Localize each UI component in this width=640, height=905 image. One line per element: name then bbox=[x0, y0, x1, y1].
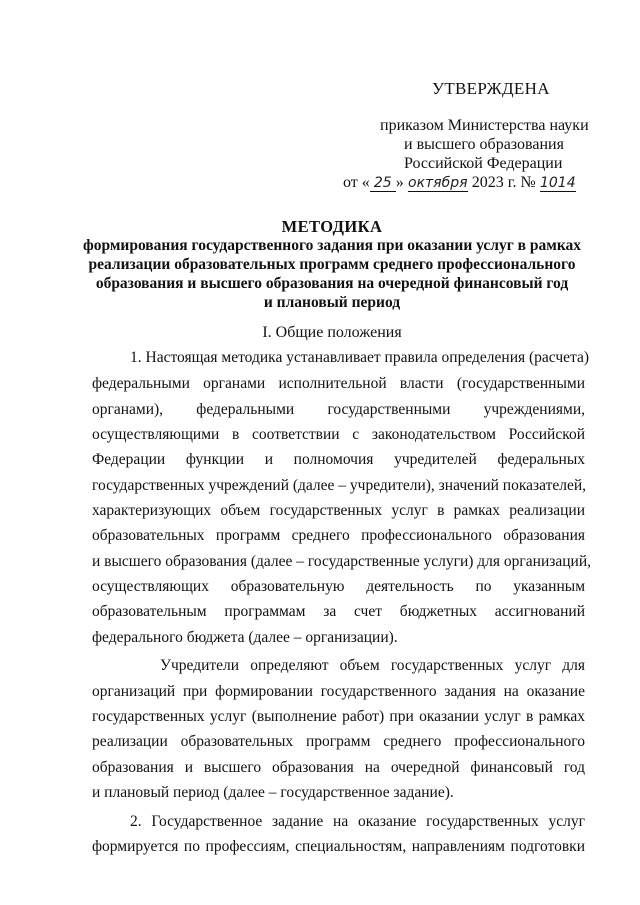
body-line: осуществляющих образовательную деятельность по указанным bbox=[92, 578, 585, 595]
body-line: характеризующих объем государственных услуг в рамках реализации bbox=[92, 502, 585, 519]
approved-title: УТВЕРЖДЕНА bbox=[432, 79, 550, 98]
approval-line-3: Российской Федерации bbox=[404, 155, 563, 172]
approval-line-2: и высшего образования bbox=[404, 136, 564, 153]
body-line: и плановый период (далее – государственное задание). bbox=[92, 784, 454, 801]
body-line: Учредители определяют объем государственных услуг для bbox=[160, 657, 585, 674]
title-line-1: формирования государственного задания при оказании услуг в рамках bbox=[82, 237, 582, 254]
order-number: 1014 bbox=[539, 175, 576, 191]
title-line-3: образования и высшего образования на очередной финансовый год bbox=[95, 275, 569, 292]
title-line-4: и плановый период bbox=[263, 294, 401, 311]
body-line: федеральными органами исполнительной власти (государственными bbox=[92, 375, 585, 392]
body-line: федерального бюджета (далее – организации). bbox=[92, 629, 398, 646]
body-line: 1. Настоящая методика устанавливает правила определения (расчета) bbox=[130, 349, 590, 366]
date-mid: » bbox=[395, 174, 404, 191]
body-line: 2. Государственное задание на оказание государственных услуг bbox=[130, 813, 585, 830]
date-prefix: от « bbox=[343, 174, 370, 191]
date-month: октября bbox=[408, 175, 468, 191]
body-line: образовательных программ среднего профессионального образования bbox=[92, 527, 585, 544]
date-day: 25 bbox=[370, 175, 396, 192]
section-heading: I. Общие положения bbox=[262, 324, 402, 341]
title-line-2: реализации образовательных программ среднего профессионального bbox=[88, 256, 576, 273]
body-line: Федерации функции и полномочия учредителей федеральных bbox=[92, 451, 585, 468]
approval-date-line bbox=[343, 174, 576, 192]
approval-line-1: приказом Министерства науки bbox=[380, 117, 589, 134]
body-line: реализации образовательных программ среднего профессионального bbox=[92, 733, 585, 750]
body-line: и высшего образования (далее – государственные услуги) для организаций, bbox=[92, 553, 591, 570]
body-line: государственных учреждений (далее – учредители), значений показателей, bbox=[92, 477, 587, 494]
body-line: организаций при формировании государственного задания на оказание bbox=[92, 683, 585, 700]
body-line: образовательным программам за счет бюджетных ассигнований bbox=[92, 603, 585, 620]
body-line: государственных услуг (выполнение работ) при оказании услуг в рамках bbox=[92, 708, 585, 725]
body-line: органами), федеральными государственными учреждениями, bbox=[92, 401, 585, 418]
body-line: образования и высшего образования на очередной финансовый год bbox=[92, 759, 585, 776]
title-main: МЕТОДИКА bbox=[281, 217, 383, 236]
body-line: осуществляющими в соответствии с законодательством Российской bbox=[92, 426, 585, 443]
document-title bbox=[60, 217, 604, 312]
body-line: формируется по профессиям, специальностям, направлениям подготовки bbox=[92, 838, 585, 855]
date-year: 2023 г. № bbox=[471, 174, 536, 191]
approval-block bbox=[0, 0, 640, 200]
